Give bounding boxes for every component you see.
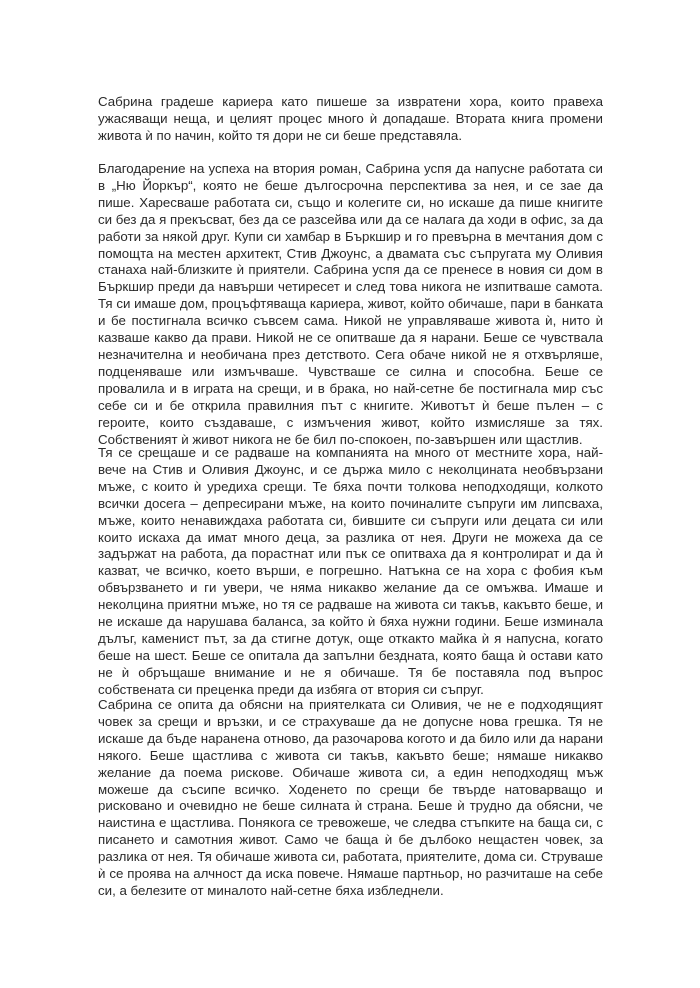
paragraph-3: Тя се срещаше и се радваше на компанията на много от местните хора, най-вече на Стив и Оливия Джоунс, и се държа мило с неколцината необвързани мъже, с които ѝ уредиха срещи. Те бяха почти толкова неподходящи, колкото всички досега – депресирани мъже, на които починалите съпруги им липсваха, мъже, които ненавиждаха работата си, бившите си съпруги или децата си или които искаха да имат много деца, за разлика от нея. Други не можеха да се задържат на работа, да порастнат или пък се опитваха да я контролират и да ѝ казват, че всичко, което върши, е погрешно. Натъкна се на хора с фобия към обвързването и ги увери, че няма никакво желание да се омъжва. Имаше и неколцина приятни мъже, но тя се радваше на живота си такъв, какъвто беше, и не искаше да нарушава баланса, за който ѝ бяха нужни години. Беше изминала дълъг, каменист път, за да стигне дотук, още откакто майка ѝ я напусна, когато беше на шест. Беше се опитала да запълни бездната, която баща ѝ остави като не ѝ обръщаше внимание и не я обичаше. Тя бе поставяла под въпрос собствената си преценка преди да избяга от втория си съпруг. xyxy=(98,445,603,697)
paragraph-4: Сабрина се опита да обясни на приятелката си Оливия, че не е подходящият човек за срещи и връзки, и се страхуваше да не допусне нова грешка. Тя не искаше да бъде наранена отново, да разочарова когото и да било или да нарани някого. Беше щастлива с живота си такъв, какъвто беше; нямаше никакво желание да поема рискове. Обичаше живота си, а един неподходящ мъж можеше да съсипе всичко. Ходенето по срещи бе твърде натоварващо и рисковано и очевидно не беше силната ѝ страна. Беше ѝ трудно да обясни, че наистина е щастлива. Понякога се тревожеше, че следва стъпките на баща си, с писането и самотния живот. Само че баща ѝ бе дълбоко нещастен човек, за разлика от нея. Тя обичаше живота си, работата, приятелите, дома си. Струваше ѝ се проява на алчност да иска повече. Нямаше партньор, но разчиташе на себе си, а белезите от миналото най-сетне бяха избледнели. xyxy=(98,697,603,898)
paragraph-2: Благодарение на успеха на втория роман, Сабрина успя да напусне работата си в „Ню Йоркър“, която не беше дългосрочна перспектива за нея, и се зае да пише. Харесваше работата си, също и колегите си, но искаше да пише книгите си без да я прекъсват, без да се разсейва или да се налага да ходи в офис, за да работи за някой друг. Купи си хамбар в Бъркшир и го превърна в мечтания дом с помощта на местен архитект, Стив Джоунс, а двамата със съпругата му Оливия станаха най-близките ѝ приятели. Сабрина успя да се пренесе в новия си дом в Бъркшир преди да навърши четиресет и след това никога не изпитваше самота. Тя си имаше дом, процъфтяваща кариера, живот, който обичаше, пари в банката и бе постигнала всичко съвсем сама. Никой не управляваше живота ѝ, нито ѝ казваше какво да прави. Никой не се опитваше да я нарани. Беше се чувствала незначителна и необичана през детството. Сега обаче никой не я отхвърляше, подценяваше или измъчваше. Чувстваше се силна и способна. Беше се провалила и в играта на срещи, и в брака, но най-сетне бе постигнала мир със себе си и бе открила правилния път с книгите. Животът ѝ беше пълен – с героите, които създаваше, с измъчения живот, който измисляше за тях. Собственият ѝ живот никога не бе бил по-спокоен, по-завършен или щастлив. xyxy=(98,161,603,447)
paragraph-1: Сабрина градеше кариера като пишеше за извратени хора, които правеха ужасяващи неща, и целият процес много ѝ допадаше. Втората книга промени живота ѝ по начин, който тя дори не си беше представяла. xyxy=(98,94,603,143)
